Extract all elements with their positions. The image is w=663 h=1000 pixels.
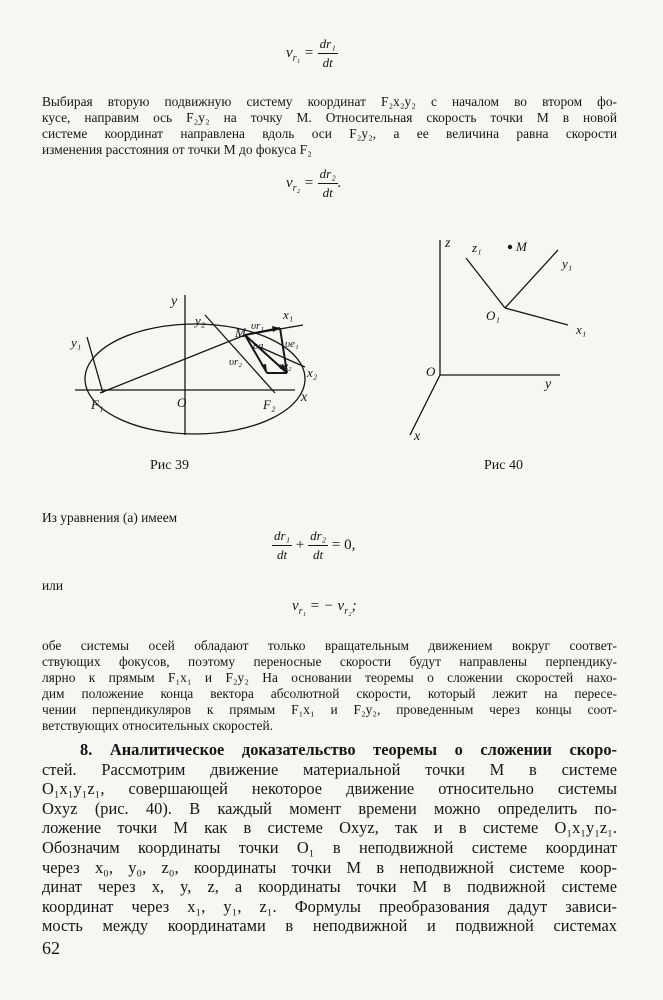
label-M: M [516, 239, 527, 254]
label-va: υa [253, 340, 264, 352]
label-M: M [235, 325, 246, 340]
label-y1: y₁ [562, 256, 573, 271]
figure-40 [400, 230, 610, 445]
label-O1: O₁ [486, 308, 500, 323]
ellipse [85, 324, 305, 434]
paragraph-2: обе системы осей обладают только вращательным движением вокруг соответ- ствующих фокусов, поэтому переносные скорости будут направлены перпендику- лярно к прямым F₁x₁ и F₂y₂ На основании теоремы о сложении скоростей нахо- дим положение конца вектора абсолютной скорости, который лежит на пересе- чении перпендикуляров к прямым F₁x₁ и F₂y₂, проведенным через концы соот- ветствующих относительных скоростей. [42, 638, 617, 733]
label-y: y [545, 377, 552, 392]
text-or: или [42, 578, 64, 593]
page-number: 62 [42, 938, 60, 958]
label-vr2: υr₂ [229, 356, 243, 368]
paragraph-1: Выбирая вторую подвижную систему координат F₂x₂y₂ с началом во втором фо- кусе, направим ось F₂y₂ на точку M. Относительная скорость точки M в новой системе координат направлена вдоль оси F₂y₂, а ее величина равна скорости изменения расстояния от точки M до фокуса F₂ [42, 94, 617, 157]
x-axis [410, 375, 440, 435]
label-x1: x₁ [283, 307, 294, 322]
equation-sum: $\frac{\text{dr₁}}{dt}$ + $\frac{\text{dr₂}}{dt}$ = 0, [274, 528, 356, 562]
equation-vr1: $v_{r_1}$ = $\frac{\text{dr₁}}{dt}$ [286, 36, 336, 70]
y1-axis [87, 337, 103, 393]
label-O: O [177, 395, 187, 410]
label-x: x [301, 390, 308, 405]
fraction: $\frac{\text{dr₁}}{dt}$ [274, 528, 291, 562]
equation-vr-neg: $v_{r_1}$ = − $v_{r_2}$; [292, 598, 357, 617]
label-ve1: υe₁ [285, 338, 299, 350]
label-y: y [171, 294, 178, 309]
section-heading: 8. Аналитическое доказательство теоремы о сложении скоро- [80, 740, 617, 759]
label-x: x [414, 429, 421, 444]
fraction: $\frac{\text{dr₁}}{dt}$ [319, 36, 336, 70]
label-y2: y₂ [195, 313, 206, 328]
label-x2: x₂ [307, 365, 318, 380]
text-from-equation: Из уравнения (а) имеем [42, 510, 178, 525]
label-x1: x₁ [576, 322, 587, 337]
label-ve2: υe₂ [279, 361, 292, 372]
fraction: $\frac{\text{dr₂}}{dt}$ [319, 166, 336, 200]
x1-axis [505, 308, 568, 325]
y1-axis [505, 250, 558, 308]
label-vr1: υr₁ [251, 320, 265, 332]
point-M [508, 245, 512, 249]
z1-axis [466, 258, 505, 308]
equation-vr2: $v_{r_2}$ = $\frac{\text{dr₂}}{dt}$ . [286, 166, 342, 200]
label-y1: y₁ [71, 335, 82, 350]
line-F1-M [100, 335, 245, 393]
label-z: z [445, 236, 451, 251]
figure-39-caption: Рис 39 [150, 458, 189, 473]
label-O: O [426, 364, 436, 379]
figure-39 [55, 285, 345, 455]
fraction: $\frac{\text{dr₂}}{dt}$ [310, 528, 327, 562]
section-8: 8. Аналитическое доказательство теоремы о сложении скоро- стей. Рассмотрим движение материальной точки M в системе O₁x₁y₁z₁, совершающей некоторое движение относительно системы Oxyz (рис. 40). В каждый момент времени можно определить по- ложение точки M как в системе Oxyz, так и в системе O₁x₁y₁z₁. Обозначим координаты точки O₁ в неподвижной системе координат через x₀, y₀, z₀, координаты точки M в неподвижной системе коор- динат через x, y, z, а координаты точки M в подвижной системе координат через x₁, y₁, z₁. Формулы преобразования дадут зависи- мость между координатами в неподвижной и подвижной системах [42, 740, 617, 936]
label-z1: z₁ [472, 240, 482, 255]
label-F1: F₁ [91, 397, 104, 412]
figure-40-caption: Рис 40 [484, 458, 523, 473]
label-F2: F₂ [263, 397, 276, 412]
